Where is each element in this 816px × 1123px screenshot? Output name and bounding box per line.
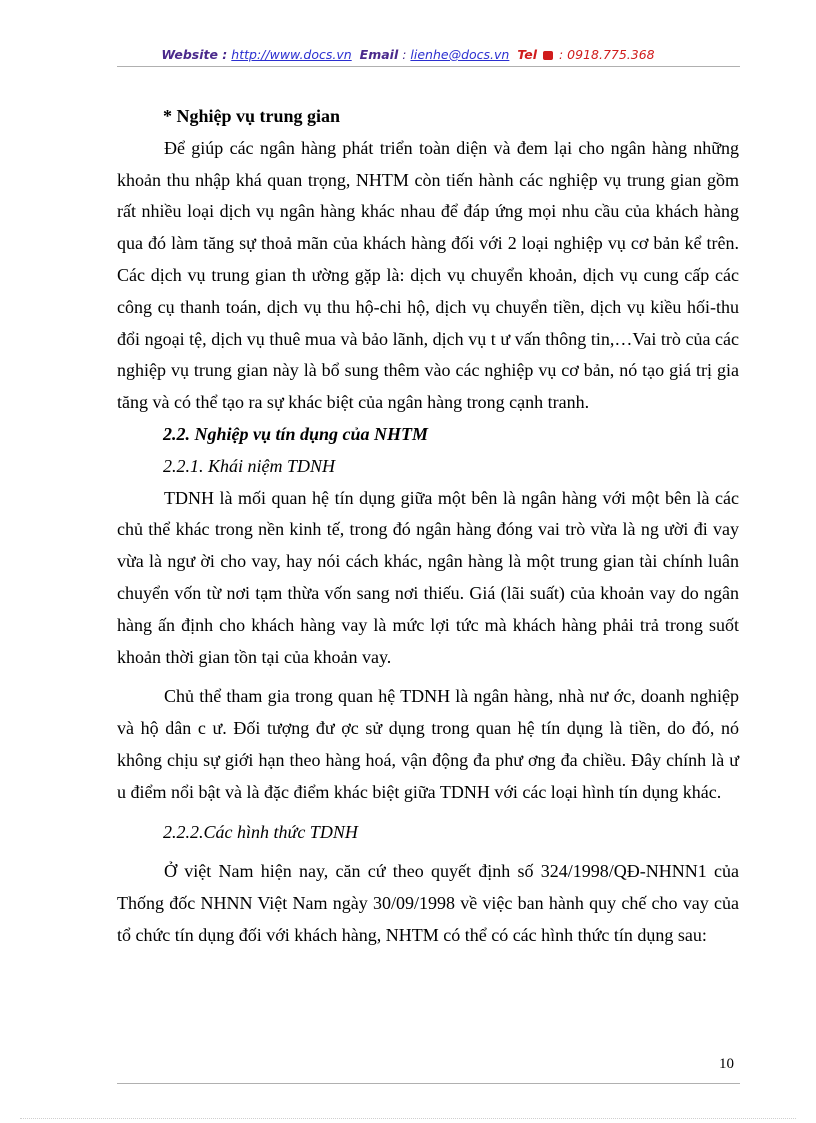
- website-label: Website :: [161, 47, 228, 62]
- website-link[interactable]: http://www.docs.vn: [231, 47, 352, 62]
- email-separator: :: [402, 47, 407, 62]
- credit-heading: 2.2. Nghiệp vụ tín dụng của NHTM: [163, 423, 429, 444]
- forms-heading: 2.2.2.Các hình thức TDNH: [163, 821, 358, 842]
- concept-heading: 2.2.1. Khái niệm TDNH: [163, 455, 336, 476]
- document-body: [117, 101, 739, 952]
- forms-paragraph: Ở việt Nam hiện nay, căn cứ theo quyết định số 324/1998/QĐ-NHNN1 của Thống đốc NHNN Việt Nam ngày 30/09/1998 về việc ban hành quy chế cho vay của tổ chức tín dụng đối với khách hàng, NHTM có thể có các hình thức tín dụng sau:: [117, 861, 739, 945]
- intermediary-heading: * Nghiệp vụ trung gian: [163, 106, 341, 126]
- page-header: [0, 47, 816, 62]
- concept-paragraph-1: TDNH là mối quan hệ tín dụng giữa một bên là ngân hàng với một bên là các chủ thể khác trong nền kinh tế, trong đó ngân hàng đóng vai trò vừa là ng ười đi vay vừa là ngư ời cho vay, hay nói cách khác, ngân hàng là một trung gian tài chính luân chuyển vốn từ nơi tạm thừa vốn sang nơi thiếu. Giá (lãi suất) của khoản vay do ngân hàng ấn định cho khách hàng vay là mức lợi tức mà khách hàng phải trả trong suốt khoản thời gian tồn tại của khoản vay.: [117, 487, 739, 667]
- email-label: Email: [359, 47, 399, 62]
- email-link[interactable]: lienhe@docs.vn: [410, 47, 510, 62]
- phone-icon: [543, 51, 553, 60]
- header-divider: [117, 66, 740, 67]
- intermediary-paragraph: Để giúp các ngân hàng phát triển toàn diện và đem lại cho ngân hàng những khoản thu nhập khá quan trọng, NHTM còn tiến hành các nghiệp vụ trung gian gồm rất nhiều loại dịch vụ ngân hàng khác nhau để đáp ứng mọi nhu cầu của khách hàng qua đó làm tăng sự thoả mãn của khách hàng đối với 2 loại nghiệp vụ cơ bản kể trên. Các dịch vụ trung gian th ường gặp là: dịch vụ chuyển khoản, dịch vụ cung cấp các công cụ thanh toán, dịch vụ thu hộ-chi hộ, dịch vụ chuyển tiền, dịch vụ kiều hối-thu đổi ngoại tệ, dịch vụ thuê mua và bảo lãnh, dịch vụ t ư vấn thông tin,…Vai trò của các nghiệp vụ trung gian này là bổ sung thêm vào các nghiệp vụ cơ bản, nó tạo giá trị gia tăng và có thể tạo ra sự khác biệt của ngân hàng trong cạnh tranh.: [117, 137, 739, 413]
- page-edge: [20, 1118, 796, 1119]
- tel-value: : 0918.775.368: [558, 47, 655, 62]
- concept-paragraph-2: Chủ thể tham gia trong quan hệ TDNH là ngân hàng, nhà nư ớc, doanh nghiệp và hộ dân c ư. Đối tượng đư ợc sử dụng trong quan hệ tín dụng là tiền, do đó, nó không chịu sự giới hạn theo hàng hoá, vận động đa phư ơng đa chiều. Đây chính là ư u điểm nổi bật và là đặc điểm khác biệt giữa TDNH với các loại hình tín dụng khác.: [117, 686, 739, 802]
- page-number: 10: [719, 1056, 734, 1072]
- tel-label: Tel: [517, 47, 537, 62]
- footer-divider: [117, 1083, 740, 1084]
